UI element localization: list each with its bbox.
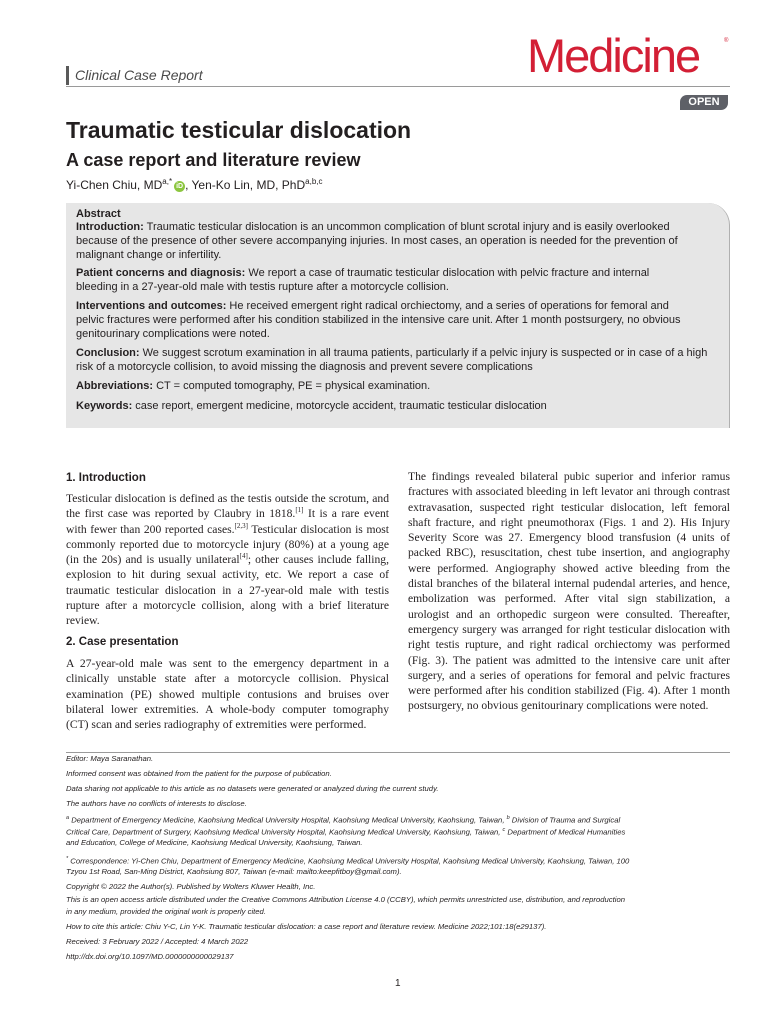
footnote-affiliations: and Education, College of Medicine, Kaohsiung Medical University, Kaohsiung, Taiwan. [66,838,363,847]
author-affiliation-marker: a,* [162,177,173,186]
author-name[interactable]: Yi-Chen Chiu, MD [66,178,163,192]
section-label-bar [66,66,69,85]
footnote-affiliations: Critical Care, Department of Surgery, Kaohsiung Medical University Hospital, Kaohsiung Medical University, Kaohsiung, Taiwan, $^c$ Department of Medical Humanities [66,827,626,837]
footnote-conflicts: The authors have no conflicts of interests to disclose. [66,799,247,808]
abstract-conclusion: risk of a motorcycle collision, to avoid missing the diagnosis and prevent severe complications [76,361,533,373]
orcid-icon[interactable]: iD [176,183,184,190]
abstract-keywords: Keywords: case report, emergent medicine, motorcycle accident, traumatic testicular dislocation [76,400,547,412]
citation-link[interactable]: [2,3] [234,521,248,530]
footnote-dates: Received: 3 February 2022 / Accepted: 4 March 2022 [66,937,249,946]
page-number: 1 [395,978,401,989]
doi-link[interactable]: http://dx.doi.org/10.1097/MD.0000000000029137 [66,952,234,961]
footnote-affiliations: $^a$ Department of Emergency Medicine, Kaohsiung Medical University Hospital, Kaohsiung Medical University, Kaohsiung, Taiwan, $^b$ Division of Trauma and Surgical [66,815,621,825]
introduction-paragraph: Testicular dislocation is defined as the testis outside the scrotum, and the first case was reported by Claubry in 1818.[1] It is a rare event with fewer than 200 reported cases.[2,3] Testicular dislocation is most commonly reported due to motorcycle injury (80%) at a young age (in the 20s) and is usually unilateral[4]; other causes include falling, explosion to hit during sexual activity, etc. We report a case of traumatic testicular dislocation in a 27-year-old male with testis rupture after a motorcycle collision, along with a brief literature review. [66,492,389,628]
author-list [66,177,322,192]
section-heading-introduction: 1. Introduction [66,472,146,484]
abstract-interventions: pelvic fractures were performed after his condition stabilized in the intensive care unit. After 1 month postsurgery, no obvious [76,314,681,326]
footnote-consent: Informed consent was obtained from the patient for the purpose of publication. [66,769,332,778]
footnote-copyright: Copyright © 2022 the Author(s). Published by Wolters Kluwer Health, Inc. [66,882,316,891]
abstract-introduction: Introduction: Traumatic testicular dislocation is an uncommon complication of blunt scrotal injury and is easily overlooked [76,221,670,233]
journal-logo: Medicine [527,29,700,82]
abstract-patient-concerns: bleeding in a 27-year-old male with testis rupture after a motorcycle collision. [76,281,449,293]
footnote-data-sharing: Data sharing not applicable to this article as no datasets were generated or analyzed during the current study. [66,784,439,793]
case-presentation-paragraph: The findings revealed bilateral pubic superior and inferior ramus fractures with associated bleeding in left levator ani through contrast extravasation, suspected right testicular dislocation, left femoral shaft fracture, and right pneumothorax (Figs. 1 and 2). His Injury Severity Score was 27. Emergency blood transfusion (4 units of packed RBC), resuscitation, chest tube insertion, and angiography were performed. Angiography showed active bleeding from the distal branches of the bilateral internal pudendal arteries, and hence, embolization was performed. After vital sign stabilization, a urologist and an orthopedic surgeon were consulted. Thereafter, emergency surgery was arranged for right testicular dislocation with right testis rupture, and right radical orchiectomy was performed (Fig. 3). The patient was admitted to the intensive care unit after surgery, and a series of operations for femoral and pelvic fractures were performed after his condition stabilized (Fig. 4). After 1 month postsurgery, no obvious genitourinary complications were noted. [408,470,730,713]
footnote-correspondence: * Correspondence: Yi-Chen Chiu, Department of Emergency Medicine, Kaohsiung Medical University Hospital, Kaohsiung Medical University, Kaohsiung, Taiwan, 100 [66,856,630,866]
logo-trademark: ® [724,38,729,44]
section-label: Clinical Case Report [75,67,203,83]
header-rule [66,86,730,87]
abstract-patient-concerns: Patient concerns and diagnosis: We report a case of traumatic testicular dislocation with pelvic fracture and internal [76,267,650,279]
citation-link[interactable]: [1] [295,506,304,515]
abstract-conclusion: Conclusion: We suggest scrotum examination in all trauma patients, particularly if a pelvic injury is suspected or in case of a high [76,347,708,359]
footnote-rule [66,752,730,753]
abstract-abbreviations: Abbreviations: CT = computed tomography, PE = physical examination. [76,380,431,392]
citation-link[interactable]: [4] [239,552,248,561]
article-subtitle: A case report and literature review [66,150,361,170]
author-affiliation-marker: a,b,c [305,177,323,186]
footnote-license: This is an open access article distributed under the Creative Commons Attribution License 4.0 (CCBY), which permits unrestricted use, distribution, and reproduction [66,895,626,904]
article-title: Traumatic testicular dislocation [66,117,412,143]
abstract-box [66,203,730,428]
footnote-correspondence[interactable]: Tzyou 1st Road, San-Ming District, Kaohsiung 807, Taiwan (e-mail: mailto:keepfitboy@gmail.com). [66,867,402,876]
author-name[interactable]: , Yen-Ko Lin, MD, PhD [185,178,306,192]
footnote-citation: How to cite this article: Chiu Y-C, Lin Y-K. Traumatic testicular dislocation: a case report and literature review. Medicine 2022;101:18(e29137). [66,922,547,931]
abstract-interventions: genitourinary complications were noted. [76,328,270,340]
abstract-introduction: malignant change or infertility. [76,249,222,261]
abstract-heading: Abstract [76,208,121,220]
section-heading-case-presentation: 2. Case presentation [66,636,179,648]
footnote-editor: Editor: Maya Saranathan. [66,754,154,763]
abstract-interventions: Interventions and outcomes: He received emergent right radical orchiectomy, and a series of operations for femoral and [76,300,669,312]
footnote-license: in any medium, provided the original work is properly cited. [66,907,266,916]
abstract-introduction: because of the presence of other severe accompanying injuries. In most cases, an operation is needed for the prevention of [76,235,678,247]
case-presentation-paragraph: A 27-year-old male was sent to the emergency department in a clinically unstable state after a motorcycle collision. Physical examination (PE) showed multiple contusions and bruises over bilateral lower extremities. A whole-body computer tomography (CT) scan and series radiography of extremities were performed. [66,657,389,732]
open-access-badge: OPEN [680,95,728,110]
